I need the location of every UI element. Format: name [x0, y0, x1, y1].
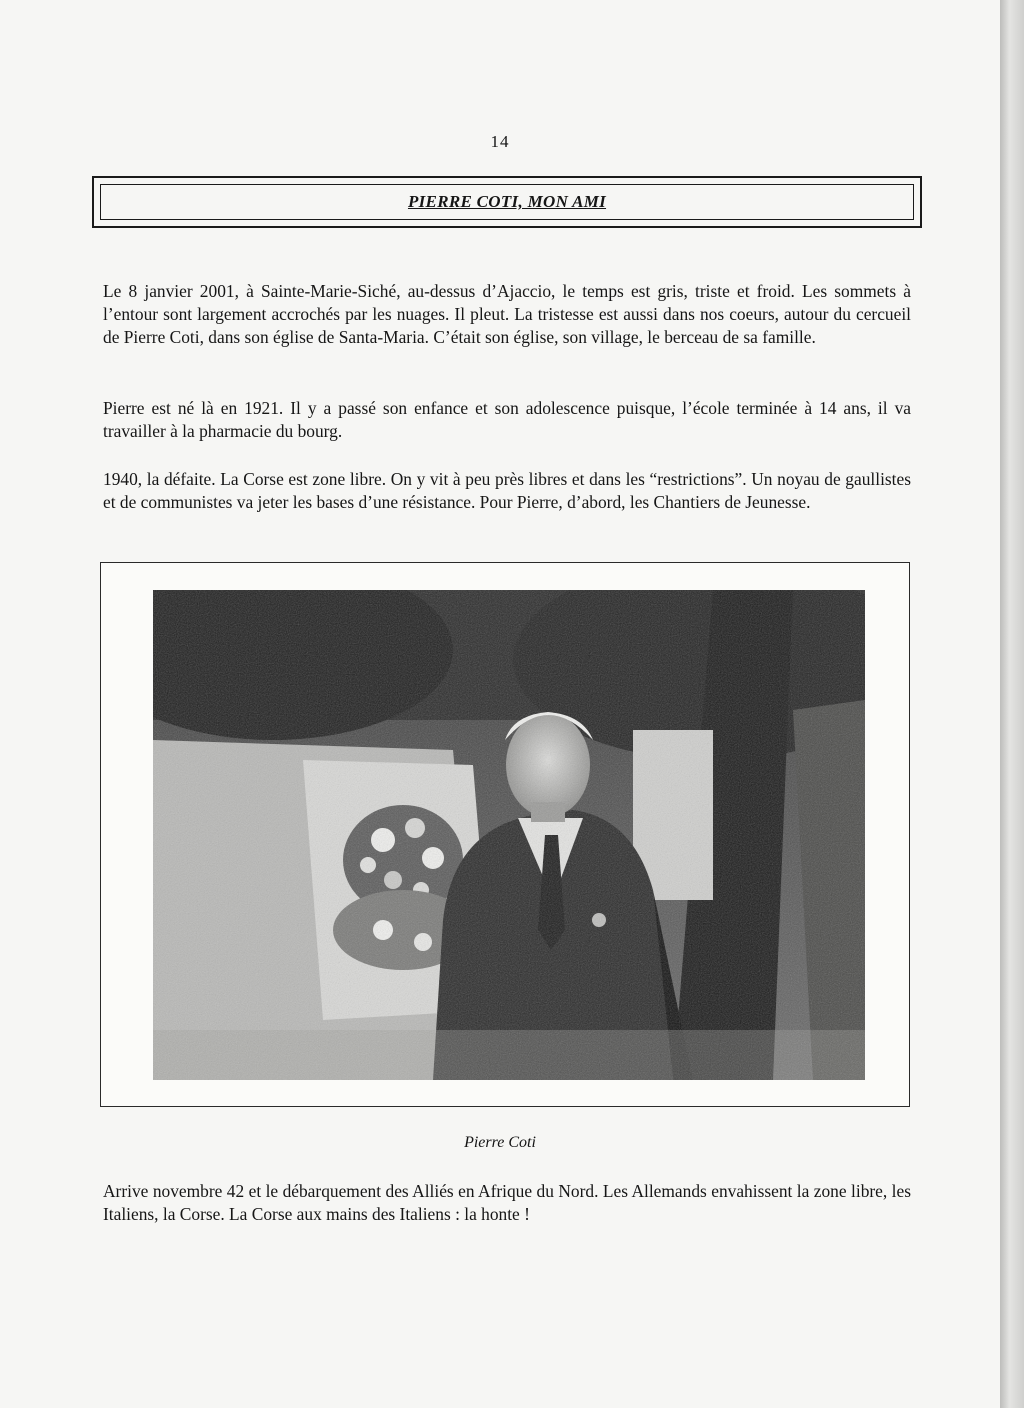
- photo-pierre-coti: [153, 590, 865, 1080]
- title-inner-frame: [100, 184, 914, 220]
- title-box: [92, 176, 922, 228]
- paragraph-2: Pierre est né là en 1921. Il y a passé son enfance et son adolescence puisque, l’école terminée à 14 ans, il va travailler à la pharmacie du bourg.: [103, 398, 911, 441]
- photo-caption: Pierre Coti: [464, 1134, 536, 1151]
- paragraph-3: 1940, la défaite. La Corse est zone libre. On y vit à peu près libres et dans les “restrictions”. Un noyau de gaullistes et de communistes va jeter les bases d’une résistance. Pour Pierre, d’abord, les Chantiers de Jeunesse.: [103, 469, 911, 512]
- chapter-title: PIERRE COTI, MON AMI: [407, 192, 607, 211]
- photo-image: [153, 590, 865, 1080]
- photo-frame: [100, 562, 910, 1107]
- paragraph-4: Arrive novembre 42 et le débarquement des Alliés en Afrique du Nord. Les Allemands envahissent la zone libre, les Italiens, la Corse. La Corse aux mains des Italiens : la honte !: [103, 1181, 911, 1224]
- paragraph-1: Le 8 janvier 2001, à Sainte-Marie-Siché, au-dessus d’Ajaccio, le temps est gris, triste et froid. Les sommets à l’entour sont largement accrochés par les nuages. Il pleut. La tristesse est aussi dans nos coeurs, autour du cercueil de Pierre Coti, dans son église de Santa-Maria. C’était son église, son village, le berceau de sa famille.: [103, 281, 911, 347]
- page-edge-shadow: [1000, 0, 1024, 1408]
- page-number: 14: [490, 132, 510, 151]
